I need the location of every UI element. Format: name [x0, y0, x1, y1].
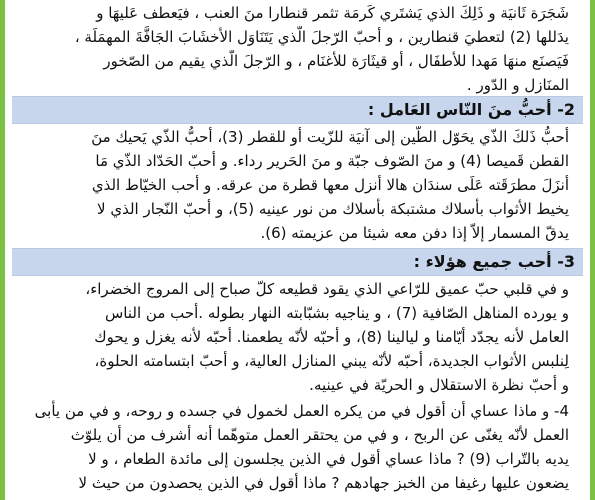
section-4-line: العمل لأنّه يغنّى عن الربح ، و في من يحتقر العمل متوهّما أنه أشرف من أن يلوّث — [70, 426, 569, 444]
section-3-line: و في قلبي حبّ عميق للرّاعي الذي يقود قطيعه كلّ صباح إلى المروج الخضراء، — [85, 280, 569, 298]
intro-line: شَجَرَة ثَانيَة و ذَلِكَ الذي يَشتَري كَرمَة تثمر قنطارا منَ العنب ، فيَعطف عَليهَا و — [96, 4, 569, 22]
section-2-line: يخيط الأثواب بأسلاك مشتبكة بأسلاك من نور عينيه (5)، و أحبّ النّجار الذي لا — [97, 200, 569, 218]
intro-line: يدَللها (2) لتعطيَ قنطارين ، و أحبّ الرّجلَ الّذي يَتَنَاوَل الأخشَابَ الجَافَّةَ المهمَلَة ، — [74, 28, 569, 46]
section-3-line: و يورده المناهل الصّافية (7) ، و يناجيه بشبّابته النهار بطوله .أحب من الناس — [105, 304, 569, 322]
section-4-line: يديه بالتّراب (9) ? ماذا عساي أقول في الذين يجلسون إلى مائدة الطعام ، و لا — [88, 450, 569, 468]
section-2-line: يدقّ المسمار إلاّ إذا دفن معه شيئا من عزيمته (6). — [260, 224, 569, 242]
section-4-line: 4- و ماذا عساي أن أقول في من يكره العمل لخمول في جسده و روحه، و في من يأبى — [34, 402, 569, 420]
section-3-heading: 3- أحب جميع هؤلاء : — [12, 248, 583, 276]
intro-line: فَيَصنَع منهَا مَهدا للأطفَال ، أو قيثَارَة للأغنَام ، و الرّجلَ الّذي يقيم من الصّخور — [103, 52, 569, 70]
section-4-line: يضعون عليها رغيفا من الخبز جهادهم ? ماذا أقول في الذين يحصدون من حيث لا — [78, 474, 569, 492]
section-3-line: العامل لأنه يجدّد أيّامنا و ليالينا (8)، و أحبّه لأنّه يطعمنا. أحبّه لأنه يغزل و يحوك — [94, 328, 569, 346]
section-3-line: و أحبّ نظرة الاستقلال و الحريّة في عينيه. — [309, 376, 569, 394]
section-2-line: أحبُّ ذَلكَ الذّي يحَوّل الطّين إلى آنيَة للزّيت أو للقطر (3)، أحبُّ الذّي يَحيك منَ — [91, 128, 569, 146]
document-text — [12, 0, 583, 500]
section-2-heading: 2- أحبُّ منَ النّاس العَامل : — [12, 96, 583, 124]
section-2-line: القطن قَميصا (4) و منَ الصّوف جبّة و منَ الحَرير رداء. و أحبّ الحَدّاد الذّي مَا — [95, 152, 569, 170]
section-2-line: أنزَلَ مطرَقَته عَلَى سندَان هالا أنزل معها قطرة من عرقه. و أحب الخيّاط الذي — [91, 176, 569, 194]
right-green-border — [590, 0, 595, 500]
section-3-line: لِنلبس الأثواب الجديدة، أحبّه لأنّه يبني المنازل العالية، و أحبّ ابتسامته الحلوة، — [94, 352, 569, 370]
intro-line: المنَازل و الدّور . — [466, 76, 569, 94]
left-green-border — [0, 0, 5, 500]
